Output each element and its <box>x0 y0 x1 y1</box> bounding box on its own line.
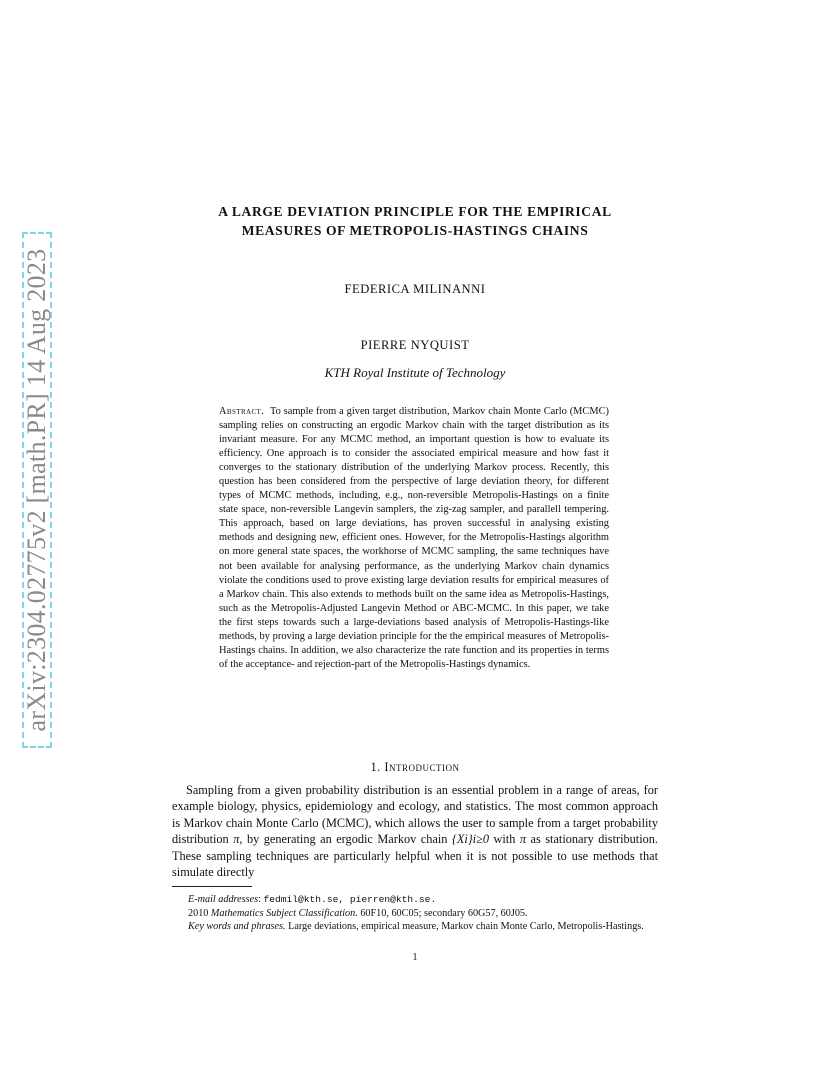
footnote-rule <box>172 886 252 887</box>
author-2: PIERRE NYQUIST <box>360 338 470 352</box>
markov-chain-notation: {Xi}i≥0 <box>451 832 489 847</box>
abstract-text: To sample from a given target distribution, Markov chain Monte Carlo (MCMC) sampling relies on constructing an ergodic Markov chain with the target distribution as its invariant measure. For any MCMC method, an important question is how to evaluate its efficiency. One approach is to consider the associated empirical measure and how fast it converges to the stationary distribution of the underlying Markov process. Recently, this question has been considered from the perspective of large deviation theory, for different types of MCMC methods, including, e.g., non-reversible Metropolis-Hastings on a finite state space, non-reversible Langevin samplers, the zig-zag sampler, and parallell tempering. This approach, based on large deviations, has proven successful in analysing existing methods and designing new, efficient ones. However, for the Metropolis-Hastings algorithm on more general state spaces, the workhorse of MCMC sampling, the same techniques have not been available for analysing performance, as the underlying Markov chain dynamics violate the conditions used to prove existing large deviation results for empirical measures of a Markov chain. This also extends to methods built on the same idea as Metropolis-Hastings, such as the Metropolis-Adjusted Langevin Method or ABC-MCMC. In this paper, we take the first steps towards such a large-deviations based analysis of Metropolis-Hastings-like methods, by proving a large deviation principle for the the empirical measures of Metropolis-Hastings chains. In addition, we also characterize the rate function and its properties in terms of the acceptance- and rejection-part of the Metropolis-Hastings dynamics. <box>219 406 609 670</box>
footnote-msc <box>172 907 658 921</box>
abstract <box>219 405 609 672</box>
page-number: 1 <box>412 952 418 963</box>
pi-symbol-2: π <box>519 832 527 847</box>
paper-title <box>150 202 680 240</box>
intro-paragraph <box>172 782 658 880</box>
intro-text-4: as stationary distribution. These sampling techniques are particularly helpful when it is not possible to use methods that simulate directly <box>172 832 659 880</box>
author-1: FEDERICA MILINANNI <box>344 282 486 296</box>
intro-text-3: with <box>488 832 520 847</box>
email-label: E-mail addresses <box>188 894 259 905</box>
msc-prefix: 2010 <box>188 907 209 919</box>
intro-text-1: Sampling from a given probability distribution is an essential problem in a range of areas, for example biology, physics, epidemiology and ecology, and statistics. The most common approach is Markov chain Monte Carlo (MCMC), which allows the user to sample from a target probability distribution <box>172 783 658 847</box>
msc-codes: 60F10, 60C05; secondary 60G57, 60J05. <box>360 907 528 919</box>
paper-title-line-2: MEASURES OF METROPOLIS-HASTINGS CHAINS <box>241 223 589 238</box>
footnote-emails: E-mail addresses: fedmil@kth.se, pierren@kth.se. <box>188 894 437 905</box>
section-heading <box>172 760 658 775</box>
paper-title-line-1: A LARGE DEVIATION PRINCIPLE FOR THE EMPIRICAL <box>218 204 612 219</box>
footnotes <box>172 893 658 934</box>
email-addresses[interactable]: fedmil@kth.se, pierren@kth.se. <box>263 894 437 905</box>
section-number: 1. <box>370 760 381 774</box>
keywords: Large deviations, empirical measure, Markov chain Monte Carlo, Metropolis-Hastings. <box>288 921 644 933</box>
pi-symbol: π <box>233 832 240 847</box>
affiliation: KTH Royal Institute of Technology <box>324 365 506 380</box>
arxiv-stamp <box>0 232 72 748</box>
arxiv-identifier[interactable]: arXiv:2304.02775v2 [math.PR] 14 Aug 2023 <box>22 248 51 732</box>
abstract-heading: Abstract. <box>219 406 265 417</box>
footnote-keywords <box>172 920 658 934</box>
msc-label: Mathematics Subject Classification. <box>210 907 358 919</box>
intro-text-2: , by generating an ergodic Markov chain <box>239 832 452 847</box>
keywords-label: Key words and phrases. <box>188 921 286 933</box>
section-title: Introduction <box>384 760 460 774</box>
